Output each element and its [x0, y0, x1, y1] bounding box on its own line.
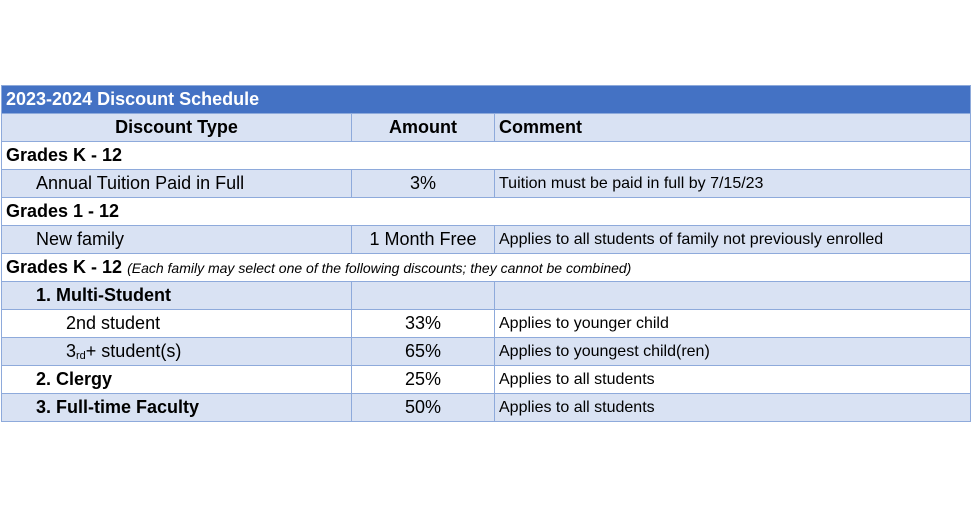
comment-cell: Applies to all students — [495, 366, 971, 394]
subgroup-label-multi-student: 1. Multi-Student — [2, 282, 352, 310]
comment-cell-empty — [495, 282, 971, 310]
title-row — [2, 86, 971, 114]
comment-cell: Tuition must be paid in full by 7/15/23 — [495, 170, 971, 198]
table-row — [2, 226, 971, 254]
ordinal-suffix: rd — [76, 350, 86, 362]
group-row — [2, 198, 971, 226]
discount-type-cell: 2. Clergy — [2, 366, 352, 394]
table-title: 2023-2024 Discount Schedule — [2, 86, 971, 114]
header-comment: Comment — [495, 114, 971, 142]
discount-type-cell — [2, 338, 352, 366]
group-label-k12: Grades K - 12 — [2, 142, 971, 170]
amount-cell: 33% — [352, 310, 495, 338]
table-row — [2, 366, 971, 394]
amount-cell: 25% — [352, 366, 495, 394]
group-label-k12-combined: Grades K - 12 — [6, 257, 123, 277]
discount-type-cell: 3. Full-time Faculty — [2, 394, 352, 422]
table-row — [2, 338, 971, 366]
comment-cell: Applies to younger child — [495, 310, 971, 338]
table-row — [2, 170, 971, 198]
group-row — [2, 142, 971, 170]
discount-type-cell: 2nd student — [2, 310, 352, 338]
table-row — [2, 310, 971, 338]
group-cell — [2, 254, 971, 282]
group-row — [2, 254, 971, 282]
ordinal-number: 3 — [66, 341, 77, 361]
header-row — [2, 114, 971, 142]
comment-cell: Applies to all students — [495, 394, 971, 422]
group-note: (Each family may select one of the following discounts; they cannot be combined) — [127, 260, 632, 276]
amount-cell: 65% — [352, 338, 495, 366]
amount-cell: 50% — [352, 394, 495, 422]
amount-cell: 3% — [352, 170, 495, 198]
group-label-1-12: Grades 1 - 12 — [2, 198, 971, 226]
ordinal-rest: + student(s) — [85, 341, 182, 361]
discount-type-cell: New family — [2, 226, 352, 254]
subgroup-row — [2, 282, 971, 310]
discount-type-cell: Annual Tuition Paid in Full — [2, 170, 352, 198]
table-row — [2, 394, 971, 422]
comment-cell: Applies to all students of family not previously enrolled — [495, 226, 971, 254]
header-amount: Amount — [352, 114, 495, 142]
header-discount-type: Discount Type — [2, 114, 352, 142]
amount-cell: 1 Month Free — [352, 226, 495, 254]
comment-cell: Applies to youngest child(ren) — [495, 338, 971, 366]
amount-cell-empty — [352, 282, 495, 310]
discount-schedule-table — [1, 85, 971, 422]
